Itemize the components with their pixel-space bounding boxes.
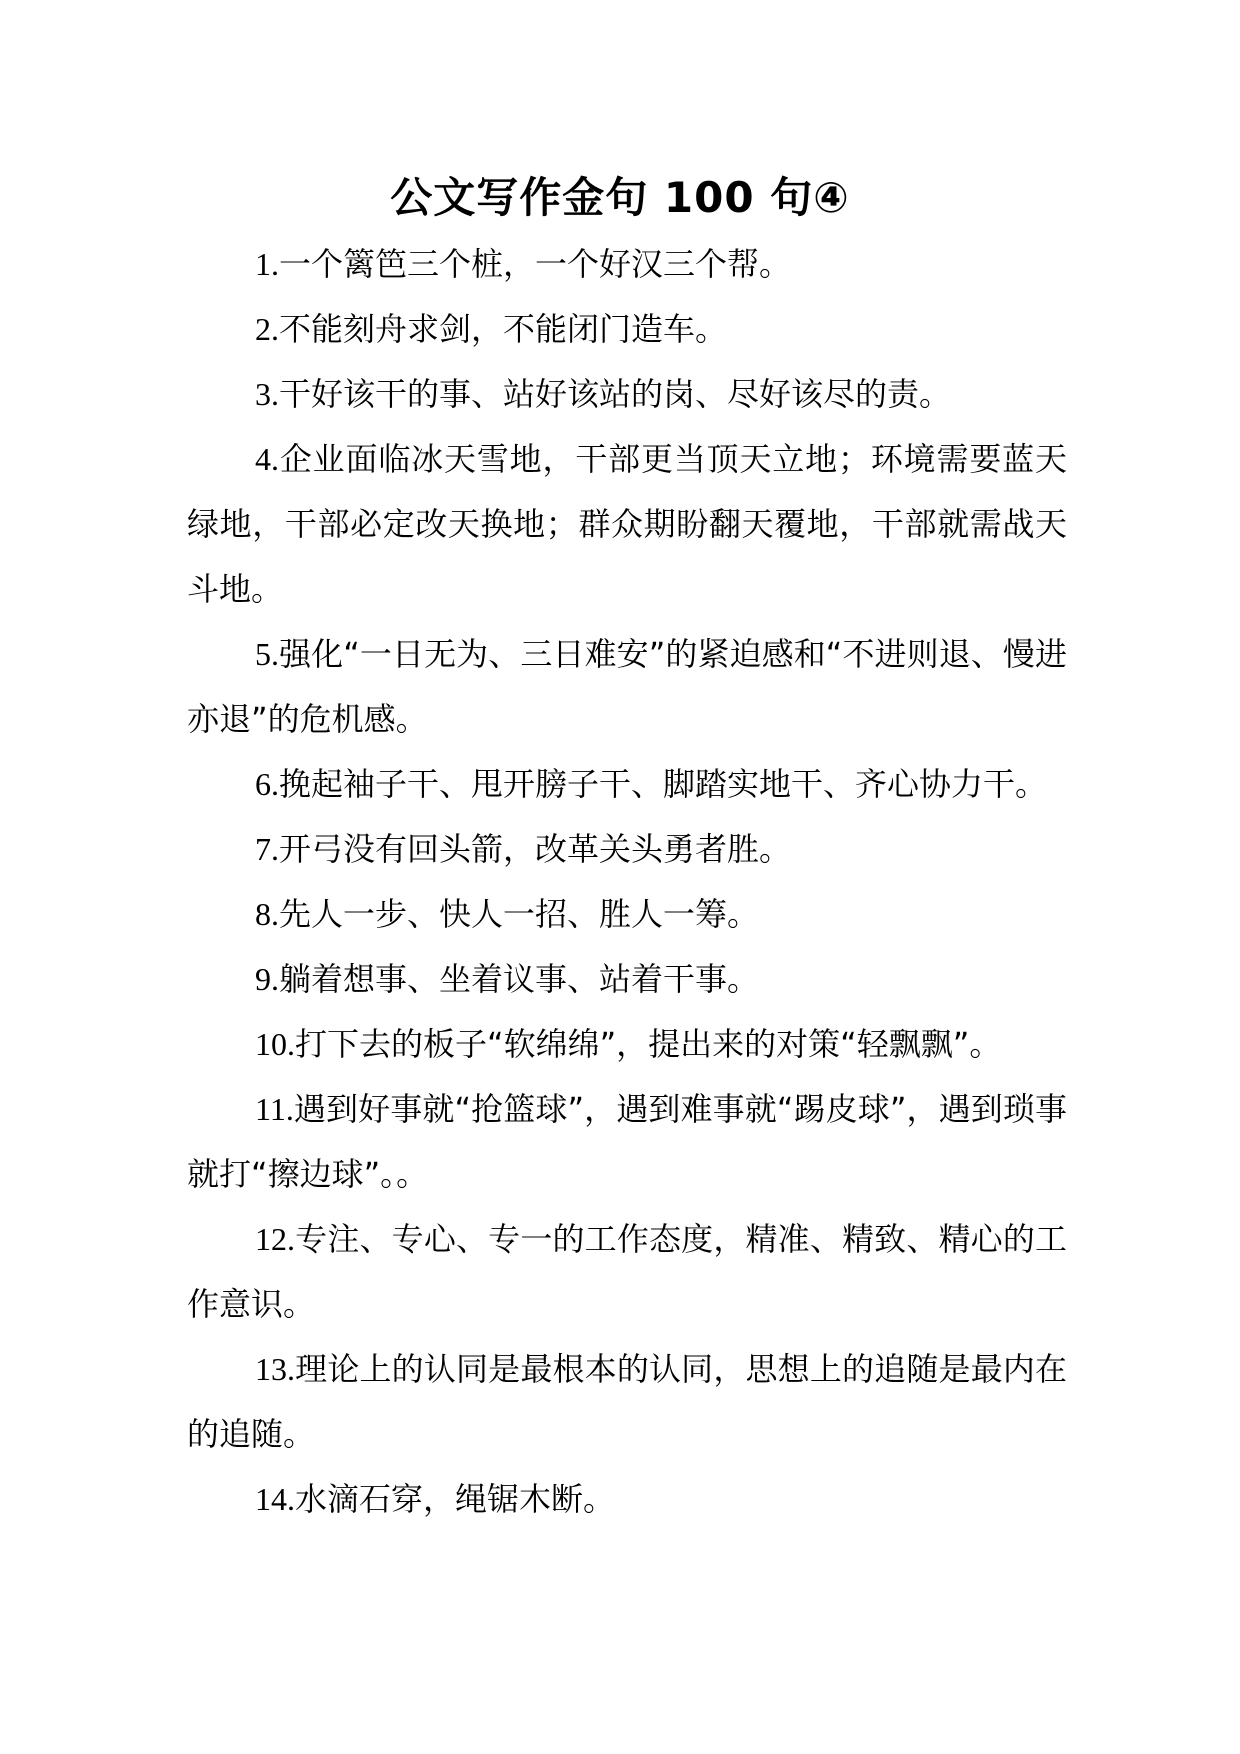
- item-number: 2.: [255, 311, 279, 347]
- item-text: 躺着想事、坐着议事、站着干事。: [279, 960, 760, 998]
- item-text: 理论上的认同是最根本的认同，思想上的追随是最内在的追随。: [187, 1350, 1067, 1453]
- list-item: [187, 362, 1067, 427]
- item-number: 1.: [255, 246, 279, 282]
- item-text: 强化“一日无为、三日难安”的紧迫感和“不进则退、慢进亦退”的危机感。: [187, 635, 1067, 738]
- item-text: 打下去的板子“软绵绵”，提出来的对策“轻飘飘”。: [295, 1025, 1002, 1063]
- item-text: 干好该干的事、站好该站的岗、尽好该尽的责。: [279, 375, 952, 413]
- list-item: [187, 232, 1067, 297]
- item-number: 4.: [255, 441, 279, 477]
- list-item: [187, 1207, 1067, 1337]
- list-item: [187, 622, 1067, 752]
- item-number: 14.: [255, 1481, 295, 1517]
- item-number: 7.: [255, 831, 279, 867]
- list-item: [187, 1012, 1067, 1077]
- item-number: 10.: [255, 1026, 295, 1062]
- item-number: 9.: [255, 961, 279, 997]
- item-text: 专注、专心、专一的工作态度，精准、精致、精心的工作意识。: [187, 1220, 1067, 1323]
- item-text: 挽起袖子干、甩开膀子干、脚踏实地干、齐心协力干。: [279, 765, 1048, 803]
- item-text: 水滴石穿，绳锯木断。: [295, 1480, 616, 1518]
- document-body: [187, 232, 1067, 1532]
- item-number: 8.: [255, 896, 279, 932]
- list-item: [187, 297, 1067, 362]
- item-number: 3.: [255, 376, 279, 412]
- list-item: [187, 817, 1067, 882]
- list-item: [187, 1337, 1067, 1467]
- item-number: 6.: [255, 766, 279, 802]
- item-text: 企业面临冰天雪地，干部更当顶天立地；环境需要蓝天绿地，干部必定改天换地；群众期盼翻天覆地，干部就需战天斗地。: [187, 440, 1067, 608]
- item-number: 12.: [255, 1221, 295, 1257]
- list-item: [187, 1077, 1067, 1207]
- list-item: [187, 882, 1067, 947]
- list-item: [187, 427, 1067, 622]
- item-text: 开弓没有回头箭，改革关头勇者胜。: [279, 830, 792, 868]
- list-item: [187, 947, 1067, 1012]
- item-text: 一个篱笆三个桩，一个好汉三个帮。: [279, 245, 792, 283]
- item-number: 13.: [255, 1351, 295, 1387]
- item-number: 11.: [255, 1091, 294, 1127]
- item-number: 5.: [255, 636, 279, 672]
- document-title: 公文写作金句 100 句④: [390, 173, 850, 222]
- item-text: 遇到好事就“抢篮球”，遇到难事就“踢皮球”，遇到琐事就打“擦边球”。。: [187, 1090, 1067, 1193]
- list-item: [187, 1467, 1067, 1532]
- list-item: [187, 752, 1067, 817]
- item-text: 不能刻舟求剑，不能闭门造车。: [279, 310, 728, 348]
- item-text: 先人一步、快人一招、胜人一筹。: [279, 895, 760, 933]
